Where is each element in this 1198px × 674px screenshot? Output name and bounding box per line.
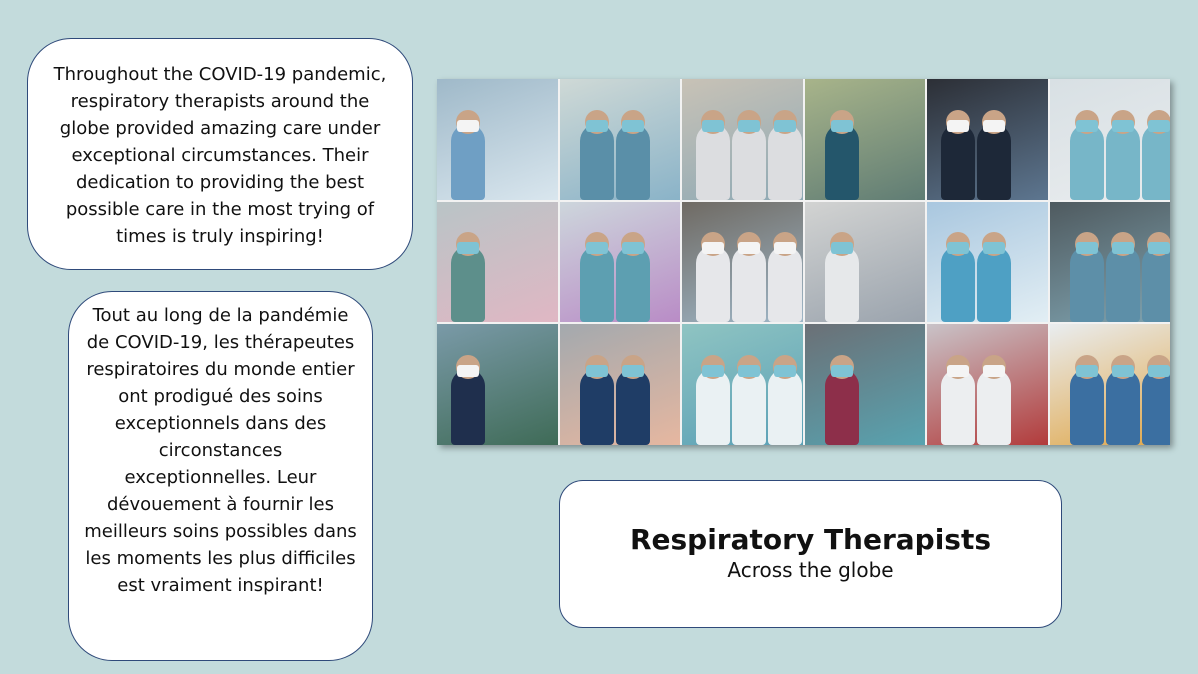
collage-figure (696, 369, 730, 445)
collage-figure (1142, 124, 1171, 200)
collage-figure (580, 246, 614, 322)
collage-figure (1142, 246, 1171, 322)
collage-mask (586, 365, 608, 377)
collage-figure (1106, 369, 1140, 445)
collage-mask (1112, 120, 1134, 132)
collage-mask (622, 120, 644, 132)
collage-photo (437, 202, 558, 323)
collage-mask (1112, 242, 1134, 254)
french-text-bubble (68, 291, 373, 661)
collage-figure (941, 369, 975, 445)
collage-figure (451, 246, 485, 322)
collage-mask (774, 242, 796, 254)
collage-figure (696, 246, 730, 322)
collage-figure (451, 369, 485, 445)
collage-mask (983, 365, 1005, 377)
collage-photo (927, 324, 1048, 445)
collage-mask (947, 242, 969, 254)
collage-photo (560, 202, 681, 323)
collage-mask (1076, 365, 1098, 377)
collage-photo (682, 202, 803, 323)
collage-photo (1050, 79, 1171, 200)
collage-photo (927, 202, 1048, 323)
subtitle: Across the globe (727, 558, 894, 582)
collage-mask (738, 242, 760, 254)
collage-mask (738, 120, 760, 132)
collage-mask (1148, 365, 1170, 377)
collage-mask (947, 120, 969, 132)
collage-photo (1050, 202, 1171, 323)
collage-figure (616, 246, 650, 322)
collage-mask (702, 242, 724, 254)
collage-mask (738, 365, 760, 377)
collage-figure (1070, 124, 1104, 200)
collage-mask (457, 365, 479, 377)
collage-photo (805, 79, 926, 200)
collage-figure (977, 369, 1011, 445)
collage-photo (437, 79, 558, 200)
collage-figure (732, 369, 766, 445)
collage-mask (831, 242, 853, 254)
english-text-bubble (27, 38, 413, 270)
title: Respiratory Therapists (629, 523, 992, 556)
collage-figure (451, 124, 485, 200)
collage-photo (682, 79, 803, 200)
collage-mask (586, 242, 608, 254)
collage-mask (774, 365, 796, 377)
collage-mask (831, 365, 853, 377)
collage-figure (616, 124, 650, 200)
collage-figure (580, 369, 614, 445)
collage-mask (586, 120, 608, 132)
collage-figure (616, 369, 650, 445)
collage-figure (825, 246, 859, 322)
collage-mask (831, 120, 853, 132)
collage-figure (732, 124, 766, 200)
collage-mask (1148, 242, 1170, 254)
collage-figure (1106, 246, 1140, 322)
collage-mask (1076, 242, 1098, 254)
collage-photo (560, 324, 681, 445)
collage-mask (947, 365, 969, 377)
collage-photo (805, 202, 926, 323)
collage-photo (437, 324, 558, 445)
collage-figure (977, 124, 1011, 200)
collage-mask (457, 120, 479, 132)
collage-photo (682, 324, 803, 445)
collage-figure (941, 124, 975, 200)
collage-photo (805, 324, 926, 445)
collage-figure (580, 124, 614, 200)
collage-figure (732, 246, 766, 322)
collage-photo (1050, 324, 1171, 445)
collage-figure (768, 124, 802, 200)
collage-photo (560, 79, 681, 200)
collage-mask (983, 120, 1005, 132)
collage-figure (696, 124, 730, 200)
collage-figure (825, 124, 859, 200)
collage-figure (768, 369, 802, 445)
collage-figure (1106, 124, 1140, 200)
collage-figure (1070, 246, 1104, 322)
collage-mask (702, 365, 724, 377)
collage-mask (1148, 120, 1170, 132)
collage-figure (1142, 369, 1171, 445)
collage-figure (977, 246, 1011, 322)
english-text: Throughout the COVID-19 pandemic, respiratory therapists around the globe provided amazing care under exceptional circumstances. Their dedication to providing the best possible care in the most trying of times is truly inspiring! (53, 64, 387, 247)
collage-mask (457, 242, 479, 254)
collage-figure (1070, 369, 1104, 445)
collage-mask (702, 120, 724, 132)
collage-mask (983, 242, 1005, 254)
collage-photo (927, 79, 1048, 200)
collage-mask (774, 120, 796, 132)
collage-figure (941, 246, 975, 322)
collage-mask (622, 365, 644, 377)
collage-mask (622, 242, 644, 254)
collage-mask (1076, 120, 1098, 132)
collage-figure (825, 369, 859, 445)
collage-mask (1112, 365, 1134, 377)
title-box (559, 480, 1062, 628)
photo-collage (437, 79, 1170, 445)
collage-figure (768, 246, 802, 322)
french-text: Tout au long de la pandémie de COVID-19, les thérapeutes respiratoires du monde entier ont prodigué des soins exceptionnels dans des circonstances exceptionnelles. Leur dévouement à fournir les meilleurs soins possibles dans les moments les plus difficiles est vraiment inspirant! (84, 305, 357, 596)
